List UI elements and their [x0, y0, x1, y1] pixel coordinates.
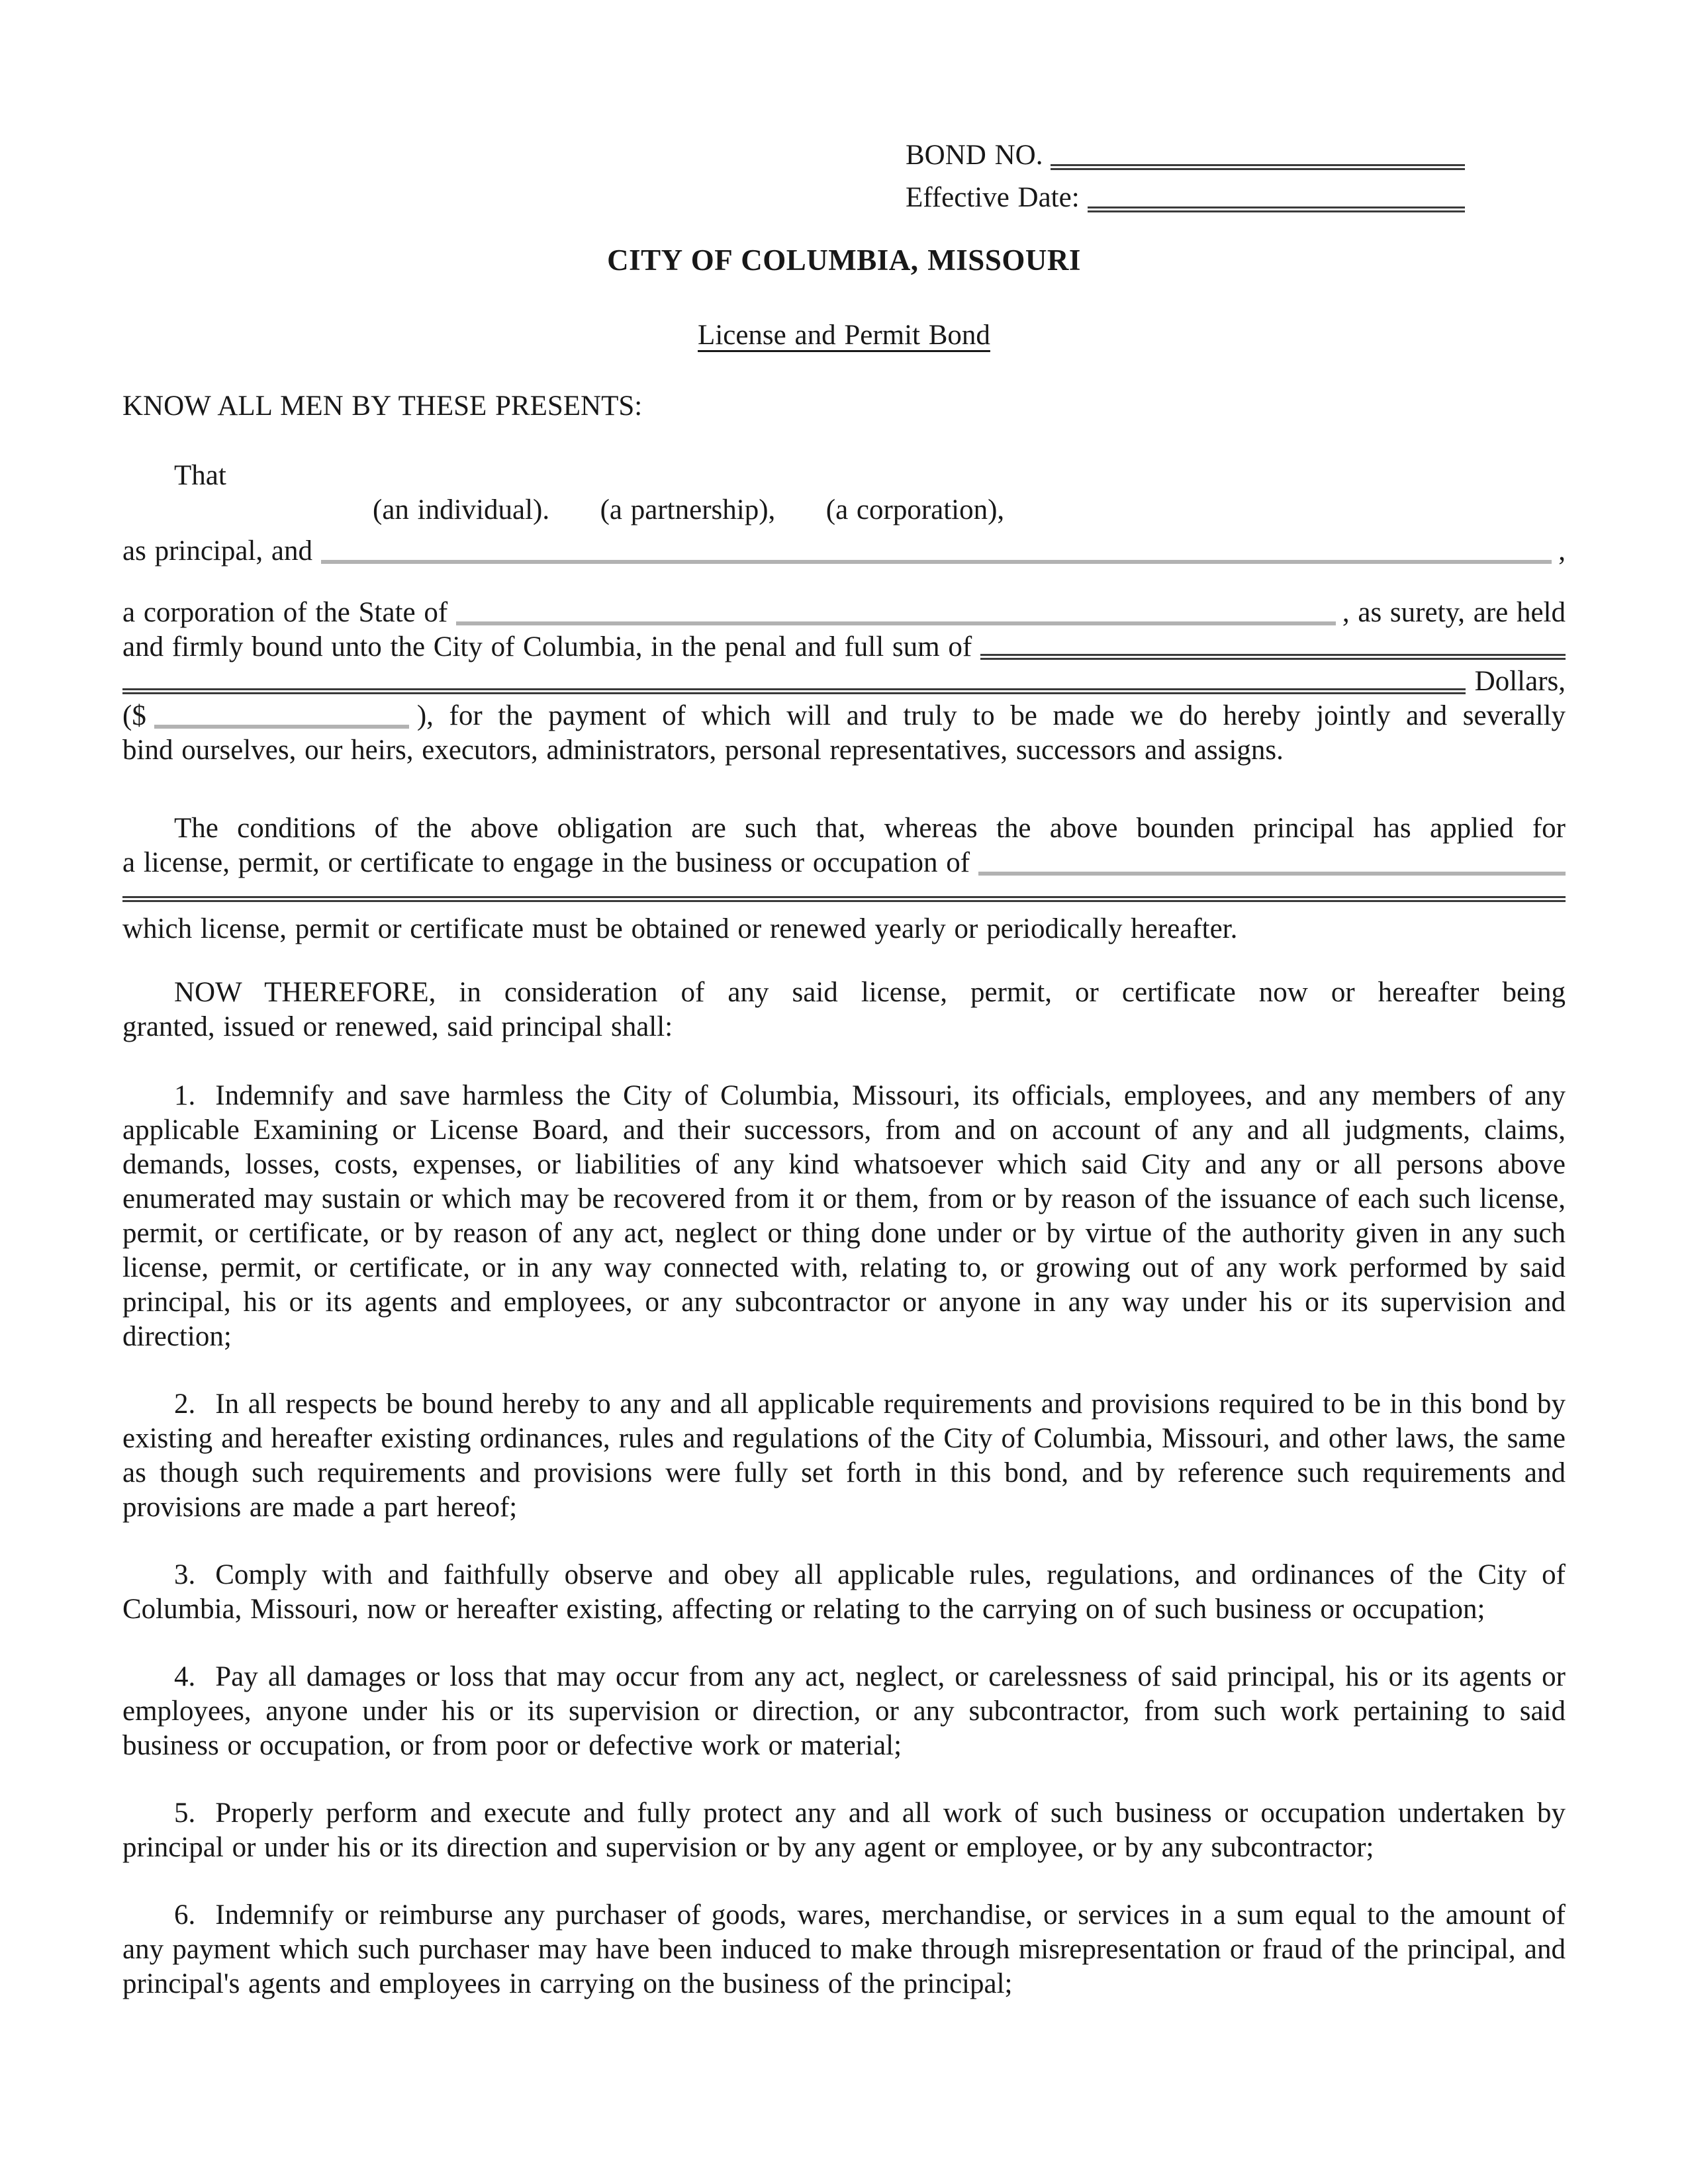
clause-3-number: 3. [174, 1559, 196, 1590]
dollars-line [122, 664, 1566, 699]
principal-line-text: as principal, and [122, 535, 321, 567]
occupation-blank-continued[interactable] [122, 880, 1566, 902]
clause-5-text: Properly perform and execute and fully protect any and all work of such business or occupation undertaken by principal or under his or its direction and supervision or by any agent or employee, or by any subcontractor; [122, 1797, 1566, 1863]
clause-6 [122, 1898, 1566, 2001]
that-label: That [174, 460, 226, 491]
clause-4-number: 4. [174, 1661, 196, 1692]
clause-3-text: Comply with and faithfully observe and obey all applicable rules, regulations, and ordinances of the City of Columbia, Missouri, now or hereafter existing, affecting or relating to the carrying on of such business or occupation; [122, 1559, 1566, 1625]
clause-2-number: 2. [174, 1388, 196, 1420]
principal-line [122, 534, 1566, 569]
page-subtitle: License and Permit Bond [698, 320, 990, 351]
clause-4 [122, 1660, 1566, 1763]
binding-line: bind ourselves, our heirs, executors, administrators, personal representatives, successors and assigns. [122, 735, 1284, 766]
penal-sum-line [122, 630, 1566, 664]
bond-no-row [906, 134, 1465, 177]
amount-line [122, 699, 1566, 733]
effective-date-label: Effective Date: [906, 182, 1080, 213]
effective-date-blank[interactable] [1088, 206, 1465, 212]
conditions-line3: which license, permit or certificate must be obtained or renewed yearly or periodically hereafter. [122, 913, 1238, 944]
amount-line-text: ), for the payment of which will and truly to be made we do hereby jointly and severally [416, 700, 1566, 731]
penal-sum-text: and firmly bound unto the City of Columbia, in the penal and full sum of [122, 631, 980, 662]
salutation: KNOW ALL MEN BY THESE PRESENTS: [122, 390, 643, 422]
now-therefore-line2: granted, issued or renewed, said principal shall: [122, 1011, 673, 1042]
penal-sum-blank[interactable] [980, 654, 1566, 660]
surety-state-blank[interactable] [456, 621, 1336, 625]
clause-1-number: 1. [174, 1080, 196, 1111]
clause-1 [122, 1079, 1566, 1354]
surety-line-text: a corporation of the State of [122, 597, 456, 628]
effective-date-row [906, 177, 1465, 219]
entity-type-options: (an individual). (a partnership), (a corporation), [373, 494, 1005, 525]
conditions-line1: The conditions of the above obligation are such that, whereas the above bounden principal has applied for [174, 813, 1566, 844]
amount-open: ($ [122, 700, 146, 731]
surety-line-tail: , as surety, are held [1342, 597, 1566, 628]
sum-words-blank[interactable] [122, 688, 1466, 694]
clause-4-text: Pay all damages or loss that may occur from any act, neglect, or carelessness of said principal, his or its agents or employees, anyone under his or its supervision or direction, or any subcontractor, from such work pertaining to said business or occupation, or from poor or defective work or material; [122, 1661, 1566, 1761]
amount-blank[interactable] [154, 725, 409, 729]
clause-3 [122, 1558, 1566, 1627]
principal-name-blank[interactable] [321, 560, 1552, 564]
clause-6-text: Indemnify or reimburse any purchaser of goods, wares, merchandise, or services in a sum equal to the amount of any payment which such purchaser may have been induced to make through misrepresentation or fraud of the principal, and principal's agents and employees in carrying on the business of the principal; [122, 1899, 1566, 1999]
now-therefore-line1: NOW THEREFORE, in consideration of any said license, permit, or certificate now or hereafter being [174, 977, 1566, 1008]
bond-no-blank[interactable] [1051, 164, 1465, 170]
occupation-line [122, 846, 1566, 880]
clause-2-text: In all respects be bound hereby to any and all applicable requirements and provisions required to be in this bond by existing and hereafter existing ordinances, rules and regulations of the City of Columbia, Missouri, and other laws, the same as though such requirements and provisions were fully set forth in this bond, and by reference such requirements and provisions are made a part hereof; [122, 1388, 1566, 1523]
clause-6-number: 6. [174, 1899, 196, 1931]
clause-1-text: Indemnify and save harmless the City of Columbia, Missouri, its officials, employees, and any members of any applicable Examining or License Board, and their successors, from and on account of any and all judgments, claims, demands, losses, costs, expenses, or liabilities of any kind whatsoever which said City and any or all persons above enumerated may sustain or which may be recovered from it or them, from or by reason of the issuance of each such license, permit, or certificate, or by reason of any act, neglect or thing done under or by virtue of the authority given in any such license, permit, or certificate, or in any way connected with, relating to, or growing out of any work performed by said principal, his or its agents and employees, or any subcontractor or anyone in any way under his or its supervision and direction; [122, 1080, 1566, 1352]
clause-5 [122, 1796, 1566, 1865]
page-title: CITY OF COLUMBIA, MISSOURI [607, 244, 1081, 277]
dollars-suffix: Dollars, [1474, 666, 1566, 697]
clause-5-number: 5. [174, 1797, 196, 1829]
bond-header [906, 134, 1465, 219]
surety-line [122, 596, 1566, 630]
occupation-line-text: a license, permit, or certificate to engage in the business or occupation of [122, 847, 978, 878]
bond-no-label: BOND NO. [906, 140, 1043, 171]
occupation-blank[interactable] [978, 872, 1566, 876]
clause-2 [122, 1387, 1566, 1525]
principal-line-comma: , [1558, 535, 1566, 567]
that-block [122, 459, 1566, 527]
